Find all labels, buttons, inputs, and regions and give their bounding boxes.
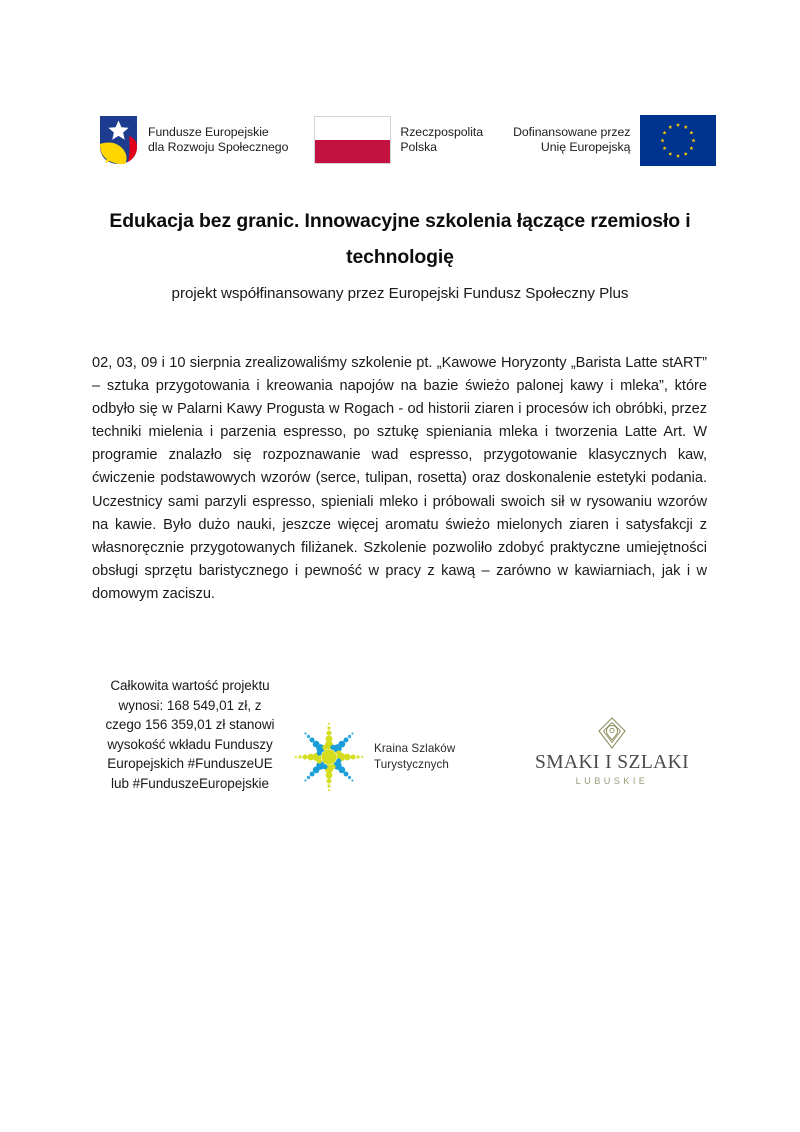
logo-rzeczpospolita-polska bbox=[314, 112, 483, 168]
funding-note: Całkowita wartość projektu wynosi: 168 549,01 zł, z czego 156 359,01 zł stanowi wysokość wkładu Funduszy Europejskich #FunduszeUE lub #FunduszeEuropejskie bbox=[105, 678, 275, 791]
unia-europejska-line1: Dofinansowane przez bbox=[513, 124, 631, 139]
eu-star bbox=[669, 124, 673, 128]
fundusze-europejskie-emblem-icon bbox=[98, 114, 139, 166]
kraina-burst-dot bbox=[327, 731, 332, 736]
eu-star bbox=[676, 153, 680, 157]
kraina-szlakow-label bbox=[374, 741, 455, 774]
kraina-burst-dot bbox=[348, 776, 351, 779]
kraina-burst-dot bbox=[322, 764, 327, 769]
kraina-burst-dot bbox=[326, 772, 333, 779]
logo-fundusze-europejskie bbox=[98, 112, 288, 168]
kraina-burst-dot bbox=[307, 776, 310, 779]
rzeczpospolita-polska-line2: Polska bbox=[400, 140, 437, 154]
main-paragraph: 02, 03, 09 i 10 sierpnia zrealizowaliśmy szkolenie pt. „Kawowe Horyzonty „Barista Latte stART” – sztuka przygotowania i kreowania napojów na bazie świeżo palonej kawy i mleka”, które odbyło się w Palarni Kawy Progusta w Rogach - od historii ziaren i procesów ich obróbki, przez techniki mielenia i parzenia espresso, po sztukę spieniania mleka i tworzenia Latte Art. W programie znalazło się rozpoznawanie wad espresso, przygotowanie klasycznych kaw, ćwiczenie podstawowych wzorów (serce, tulipan, rosetta) oraz doskonalenie estetyki podania. Uczestnicy sami parzyli espresso, spieniali mleko i próbowali swoich sił w rysowaniu wzorów na kawie. Było dużo nauki, jeszcze więcej aromatu świeżo mielonych ziaren i satysfakcji z własnoręcznie przygotowanych filiżanek. Szkolenie pozwoliło zdobyć praktyczne umiejętności obsługi sprzętu baristycznego i pewność w pracy z kawą – zarówno w kawiarniach, jak i w domowym zaciszu. bbox=[92, 355, 707, 602]
eu-star bbox=[676, 122, 680, 126]
logo-unia-europejska bbox=[513, 112, 716, 168]
eu-funding-logo-bar bbox=[98, 108, 702, 172]
kraina-burst-dot bbox=[351, 732, 353, 734]
kraina-burst-dot bbox=[327, 726, 330, 729]
kraina-burst-dot bbox=[336, 750, 341, 755]
unia-europejska-label bbox=[513, 125, 630, 156]
fundusze-europejskie-line2: dla Rozwoju Społecznego bbox=[148, 140, 289, 154]
smaki-i-szlaki-diamond-icon bbox=[597, 716, 627, 750]
kraina-burst-dot bbox=[356, 755, 359, 758]
kraina-burst-dot bbox=[361, 756, 363, 758]
page-title: Edukacja bez granic. Innowacyjne szkolenia łączące rzemiosło i technologię bbox=[109, 210, 691, 268]
kraina-burst-dot bbox=[327, 784, 330, 787]
kraina-szlakow-starburst-icon bbox=[292, 720, 366, 794]
rzeczpospolita-polska-line1: Rzeczpospolita bbox=[400, 124, 484, 139]
poland-flag-icon bbox=[314, 116, 391, 164]
kraina-burst-dot bbox=[303, 755, 308, 760]
kraina-burst-dot bbox=[298, 755, 301, 758]
eu-star bbox=[669, 151, 673, 155]
rzeczpospolita-polska-label bbox=[400, 125, 483, 156]
kraina-burst-dot bbox=[344, 754, 351, 761]
kraina-burst-dot bbox=[304, 779, 306, 781]
footer-section bbox=[92, 668, 708, 828]
kraina-burst-dot bbox=[307, 754, 314, 761]
kraina-burst-dot bbox=[328, 789, 330, 791]
kraina-burst-dot bbox=[328, 723, 330, 725]
kraina-burst-dot bbox=[330, 764, 335, 769]
kraina-burst-dot bbox=[348, 735, 351, 738]
eu-star bbox=[684, 151, 688, 155]
eu-star bbox=[690, 130, 694, 134]
fundusze-europejskie-line1: Fundusze Europejskie bbox=[148, 124, 269, 139]
smaki-i-szlaki-subtitle: LUBUSKIE bbox=[575, 776, 649, 786]
kraina-burst-dot bbox=[317, 758, 322, 763]
fundusze-europejskie-label bbox=[148, 125, 288, 156]
eu-star bbox=[684, 124, 688, 128]
eu-star bbox=[663, 146, 667, 150]
kraina-szlakow-line2: Turystycznych bbox=[374, 758, 449, 771]
eu-star bbox=[661, 138, 665, 142]
smaki-i-szlaki-title: SMAKI I SZLAKI bbox=[534, 752, 689, 773]
eu-star bbox=[692, 138, 696, 142]
kraina-burst-dot bbox=[322, 745, 327, 750]
kraina-burst-dot bbox=[327, 779, 332, 784]
eu-star bbox=[690, 146, 694, 150]
logo-smaki-i-szlaki-lubuskie bbox=[532, 716, 692, 788]
kraina-burst-dot bbox=[336, 758, 341, 763]
kraina-burst-dot bbox=[310, 771, 315, 776]
european-union-flag-icon bbox=[640, 115, 716, 166]
logo-kraina-szlakow-turystycznych bbox=[292, 720, 455, 794]
kraina-szlakow-line1: Kraina Szlaków bbox=[374, 741, 456, 755]
kraina-burst-dot bbox=[295, 756, 297, 758]
kraina-burst-dot bbox=[310, 738, 315, 743]
kraina-burst-dot bbox=[317, 750, 322, 755]
unia-europejska-line2: Unię Europejską bbox=[540, 140, 631, 154]
poland-flag-red-stripe bbox=[315, 140, 390, 163]
poland-flag-white-stripe bbox=[315, 117, 390, 140]
kraina-burst-dot bbox=[343, 771, 348, 776]
kraina-burst-dot bbox=[351, 779, 353, 781]
eu-stars-circle bbox=[640, 115, 716, 166]
kraina-burst-dot bbox=[330, 745, 335, 750]
eu-star bbox=[663, 130, 667, 134]
page-subtitle: projekt współfinansowany przez Europejski Fundusz Społeczny Plus bbox=[171, 285, 629, 302]
kraina-burst-dot bbox=[307, 735, 310, 738]
kraina-burst-dot bbox=[351, 755, 356, 760]
kraina-burst-dot bbox=[343, 738, 348, 743]
kraina-burst-dot bbox=[326, 735, 333, 742]
kraina-burst-dot bbox=[304, 732, 306, 734]
